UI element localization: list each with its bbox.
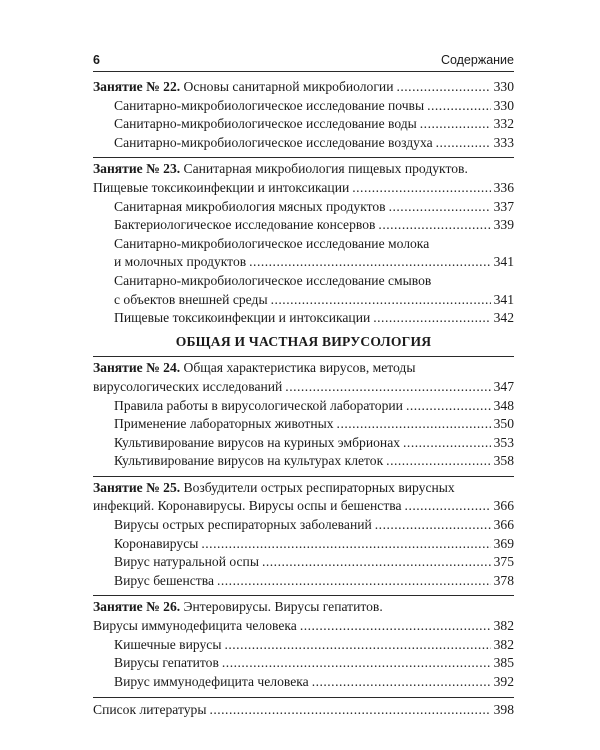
toc-subentry-line1[interactable] [93,235,514,254]
lesson-label: Занятие № 25. [93,479,181,495]
table-of-contents [93,75,514,720]
lesson-title-continued: Вирусы иммунодефицита человека [93,618,297,634]
toc-entry-lesson-24-line1[interactable] [93,359,514,378]
toc-subentry[interactable] [93,97,514,116]
toc-subentry[interactable] [93,309,514,328]
toc-page-number: 358 [493,453,514,469]
lesson-label: Занятие № 23. [93,161,181,177]
toc-page-number: 378 [493,572,514,588]
toc-entry-lesson-23-line1[interactable] [93,160,514,179]
toc-subentry-title: Санитарно-микробиологическое исследование смывов [114,272,432,288]
toc-entry-lesson-22[interactable] [93,78,514,97]
toc-subentry[interactable] [93,673,514,692]
toc-subentry[interactable] [93,516,514,535]
section-title: ОБЩАЯ И ЧАСТНАЯ ВИРУСОЛОГИЯ [175,333,432,349]
toc-page-number: 339 [493,217,514,233]
toc-subentry[interactable] [93,397,514,416]
lesson-title: Общая характеристика вирусов, методы [180,360,416,376]
toc-subentry-title: Культивирование вирусов на куриных эмбрионах [114,434,401,450]
toc-subentry-title: Санитарная микробиология мясных продуктов [114,198,386,214]
toc-subentry-title: Правила работы в вирусологической лаборатории [114,397,403,413]
toc-subentry-title: Санитарно-микробиологическое исследование молока [114,235,430,251]
dot-leader [300,617,491,636]
dot-leader [337,415,491,434]
toc-page-number: 341 [493,291,514,307]
toc-subentry[interactable] [93,216,514,235]
toc-page-number: 366 [493,498,514,514]
toc-subentry-title: Санитарно-микробиологическое исследование воздуха [114,134,433,150]
toc-subentry-title: Санитарно-микробиологическое исследование почвы [114,97,425,113]
toc-subentry-line1[interactable] [93,272,514,291]
lesson-title-continued: инфекций. Коронавирусы. Вирусы оспы и бешенства [93,498,402,514]
toc-entry-title [93,160,468,179]
toc-page-number: 347 [493,378,514,394]
toc-subentry-title-continued: и молочных продуктов [114,254,247,270]
dot-leader [378,216,490,235]
toc-page-number: 337 [493,198,514,214]
lesson-title: Санитарная микробиология пищевых продуктов. [180,161,468,177]
toc-page-number: 392 [493,673,514,689]
toc-subentry-title: Применение лабораторных животных [114,416,334,432]
toc-subentry-title: Пищевые токсикоинфекции и интоксикации [114,310,371,326]
toc-page-number: 336 [493,179,514,195]
dot-leader [389,198,491,217]
toc-subentry-line2[interactable] [93,253,514,272]
toc-subentry-title: Вирусы гепатитов [114,655,219,671]
toc-page-number: 330 [493,97,514,113]
lesson-title: Возбудители острых респираторных вирусных [180,479,455,495]
toc-page-number: 341 [493,254,514,270]
dot-leader [420,115,491,134]
dot-leader [396,78,490,97]
toc-entry-lesson-24-line2[interactable] [93,378,514,397]
toc-subentry[interactable] [93,134,514,153]
toc-subentry-title: Коронавирусы [114,535,199,551]
dot-leader [271,291,491,310]
toc-group-lesson-26 [93,595,514,691]
dot-leader [224,636,490,655]
toc-page-number: 332 [493,116,514,132]
toc-page-number: 385 [493,655,514,671]
dot-leader [249,253,490,272]
toc-page-number: 398 [493,702,514,718]
toc-entry-title [93,598,383,617]
toc-subentry-line2[interactable] [93,291,514,310]
dot-leader [312,673,491,692]
toc-entry-lesson-25-line2[interactable] [93,497,514,516]
toc-page-number: 366 [493,517,514,533]
toc-entry-lesson-26-line2[interactable] [93,617,514,636]
toc-page-number: 333 [493,134,514,150]
toc-group-lesson-22 [93,75,514,152]
dot-leader [436,134,491,153]
toc-subentry-title-continued: с объектов внешней среды [114,291,268,307]
toc-page-number: 369 [493,535,514,551]
running-head [93,53,514,71]
dot-leader [262,553,491,572]
toc-group-lesson-25 [93,476,514,591]
dot-leader [427,97,491,116]
toc-entry-title [93,78,393,97]
toc-page-number: 382 [493,618,514,634]
toc-subentry[interactable] [93,452,514,471]
toc-subentry[interactable] [93,115,514,134]
lesson-title: Основы санитарной микробиологии [180,79,394,94]
toc-group-bibliography [93,697,514,720]
dot-leader [222,654,491,673]
toc-subentry-title: Вирус бешенства [114,572,214,588]
toc-page-number: 348 [493,397,514,413]
dot-leader [209,701,490,720]
dot-leader [285,378,490,397]
dot-leader [386,452,490,471]
dot-leader [403,434,491,453]
toc-subentry[interactable] [93,654,514,673]
toc-page-number: 350 [493,416,514,432]
toc-subentry[interactable] [93,572,514,591]
dot-leader [201,535,490,554]
toc-subentry-title: Вирус натуральной оспы [114,554,259,570]
toc-subentry[interactable] [93,434,514,453]
dot-leader [405,497,491,516]
toc-entry-lesson-26-line1[interactable] [93,598,514,617]
dot-leader [217,572,491,591]
header-title: Содержание [440,53,514,67]
toc-page-number: 330 [493,79,514,94]
toc-entry-lesson-25-line1[interactable] [93,479,514,498]
toc-entry-lesson-23-line2[interactable] [93,179,514,198]
toc-group-lesson-24 [93,356,514,471]
toc-subentry-title: Кишечные вирусы [114,636,222,652]
lesson-title-continued: Пищевые токсикоинфекции и интоксикации [93,179,350,195]
header-rule [93,71,514,72]
toc-group-lesson-23 [93,157,514,327]
dot-leader [375,516,491,535]
toc-entry-title [93,479,455,498]
toc-page-number: 353 [493,434,514,450]
toc-subentry-title: Культивирование вирусов на культурах клеток [114,453,384,469]
toc-subentry[interactable] [93,198,514,217]
toc-subentry[interactable] [93,553,514,572]
dot-leader [352,179,490,198]
toc-entry-title: Список литературы [93,702,207,718]
toc-subentry-title: Вирус иммунодефицита человека [114,673,309,689]
lesson-label: Занятие № 26. [93,599,181,615]
toc-entry-bibliography[interactable] [93,701,514,720]
lesson-title-continued: вирусологических исследований [93,378,283,394]
toc-page-number: 342 [493,310,514,326]
toc-page-number: 382 [493,636,514,652]
toc-entry-title [93,359,415,378]
lesson-label: Занятие № 22. [93,79,181,94]
toc-subentry-title: Вирусы острых респираторных заболеваний [114,517,372,533]
toc-subentry[interactable] [93,415,514,434]
dot-leader [373,309,490,328]
lesson-title: Энтеровирусы. Вирусы гепатитов. [180,599,383,615]
lesson-label: Занятие № 24. [93,360,181,376]
dot-leader [406,397,491,416]
toc-subentry-title: Бактериологическое исследование консервов [114,217,376,233]
toc-subentry[interactable] [93,535,514,554]
toc-page-number: 375 [493,554,514,570]
page-number: 6 [93,53,100,67]
toc-subentry-title: Санитарно-микробиологическое исследование воды [114,116,417,132]
toc-subentry[interactable] [93,636,514,655]
